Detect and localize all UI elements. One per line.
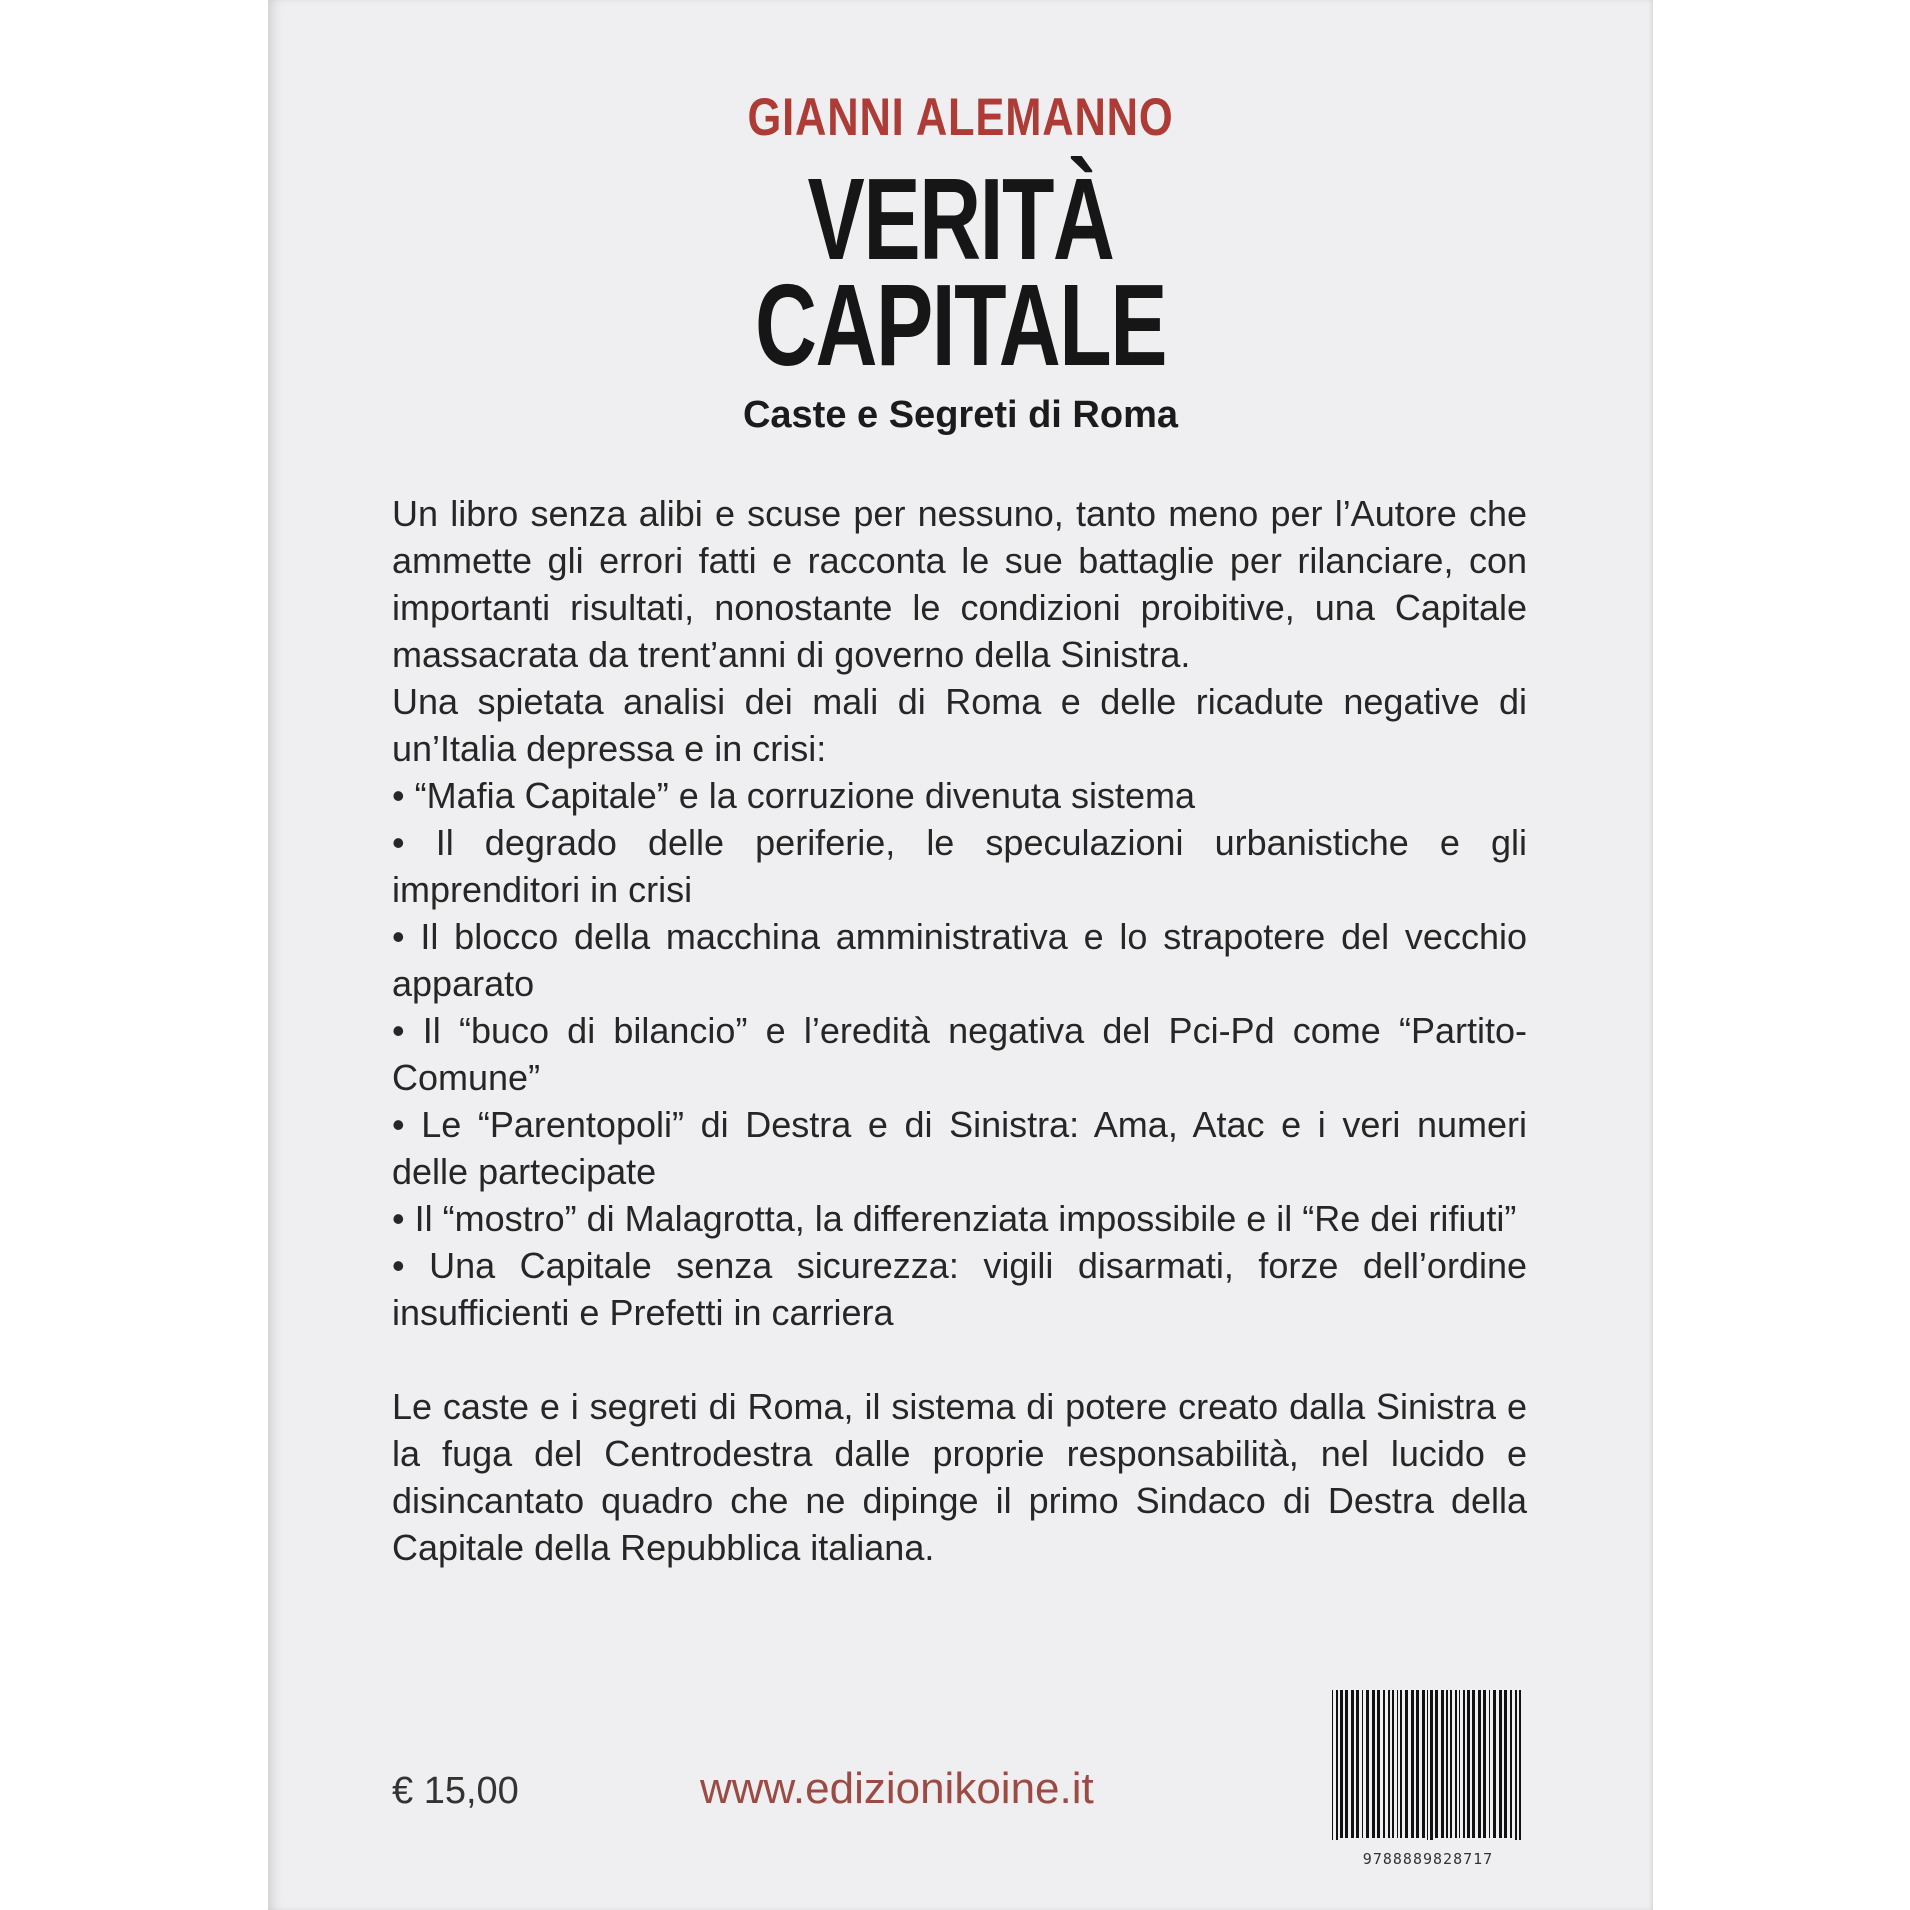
barcode-bar [1416, 1690, 1419, 1838]
barcode-bar [1332, 1690, 1333, 1840]
paragraph-closing: Le caste e i segreti di Roma, il sistema di potere creato dalla Sinistra e la fuga del Centrodestra dalle proprie responsabilità, nel lucido e disincantato quadro che ne dipinge il primo Sindaco di Destra della Capitale della Repubblica italiana. [392, 1386, 1527, 1568]
paragraph-intro: Un libro senza alibi e scuse per nessuno, tanto meno per l’Autore che ammette gli errori fatti e racconta le sue battaglie per rilanciare, con importanti risultati, nonostante le condizioni proibitive, una Capitale massacrata da trent’anni di governo della Sinistra. [392, 493, 1527, 675]
barcode-bar [1388, 1690, 1390, 1838]
barcode-bar [1351, 1690, 1354, 1838]
barcode-bar [1489, 1690, 1490, 1838]
barcode-bar [1427, 1690, 1428, 1840]
barcode-bar [1422, 1690, 1425, 1838]
title-line-1: VERITÀ [807, 154, 1114, 284]
barcode-bar [1435, 1690, 1438, 1838]
isbn-barcode [1328, 1690, 1528, 1868]
barcode-bar [1366, 1690, 1369, 1838]
author-name: GIANNI ALEMANNO [747, 88, 1174, 147]
title-line-2: CAPITALE [754, 260, 1166, 390]
bullet-item: • Il “buco di bilancio” e l’eredità negativa del Pci-Pd come “Partito-Comune” [392, 1010, 1527, 1098]
barcode-bar [1483, 1690, 1486, 1838]
barcode-bar [1383, 1690, 1385, 1838]
barcode-bar [1467, 1690, 1470, 1838]
barcode-bar [1392, 1690, 1394, 1838]
barcode-bar [1411, 1690, 1414, 1838]
barcode-bar [1400, 1690, 1402, 1838]
barcode-bar [1345, 1690, 1348, 1838]
paragraph-analysis: Una spietata analisi dei mali di Roma e delle ricadute negative di un’Italia depressa e in crisi: [392, 681, 1527, 769]
barcode-bar [1463, 1690, 1465, 1838]
publisher-website-link[interactable]: www.edizionikoine.it [700, 1764, 1094, 1813]
bullet-item: • Le “Parentopoli” di Destra e di Sinistra: Ama, Atac e i veri numeri delle partecipate [392, 1104, 1527, 1192]
barcode-bar [1446, 1690, 1448, 1838]
book-title [448, 154, 1473, 390]
barcode-bar [1493, 1690, 1496, 1838]
book-subtitle: Caste e Segreti di Roma [742, 394, 1179, 436]
barcode-bar [1340, 1690, 1343, 1838]
barcode-bar [1372, 1690, 1375, 1838]
bullet-item: • Il blocco della macchina amministrativa e lo strapotere del vecchio apparato [392, 916, 1527, 1004]
barcode-bar [1441, 1690, 1444, 1838]
barcode-bar [1455, 1690, 1457, 1838]
bullet-item: • Una Capitale senza sicurezza: vigili disarmati, forze dell’ordine insufficienti e Prefetti in carriera [392, 1245, 1527, 1333]
blurb-text [392, 490, 1527, 1571]
barcode-bar [1478, 1690, 1481, 1838]
barcode-bar [1397, 1690, 1398, 1838]
bullet-item: • “Mafia Capitale” e la corruzione divenuta sistema [392, 775, 1195, 816]
barcode-bar [1336, 1690, 1338, 1840]
bullet-item: • Il “mostro” di Malagrotta, la differenziata impossibile e il “Re dei rifiuti” [392, 1198, 1517, 1239]
barcode-bar [1499, 1690, 1502, 1838]
barcode-bars [1328, 1690, 1528, 1840]
barcode-bar [1362, 1690, 1363, 1838]
barcode-bar [1519, 1690, 1521, 1840]
bullet-item: • Il degrado delle periferie, le speculazioni urbanistiche e gli imprenditori in crisi [392, 822, 1527, 910]
barcode-bar [1430, 1690, 1433, 1840]
barcode-number: 9788889828717 [1362, 1850, 1494, 1868]
barcode-bar [1510, 1690, 1512, 1838]
barcode-bar [1356, 1690, 1359, 1838]
barcode-bar [1472, 1690, 1475, 1838]
barcode-bar [1515, 1690, 1517, 1840]
paragraph-spacer [392, 1336, 1527, 1383]
barcode-bar [1459, 1690, 1460, 1838]
price-label: € 15,00 [392, 1770, 519, 1812]
barcode-bar [1504, 1690, 1507, 1838]
barcode-bar [1405, 1690, 1408, 1838]
barcode-bar [1450, 1690, 1452, 1838]
barcode-bar [1377, 1690, 1380, 1838]
